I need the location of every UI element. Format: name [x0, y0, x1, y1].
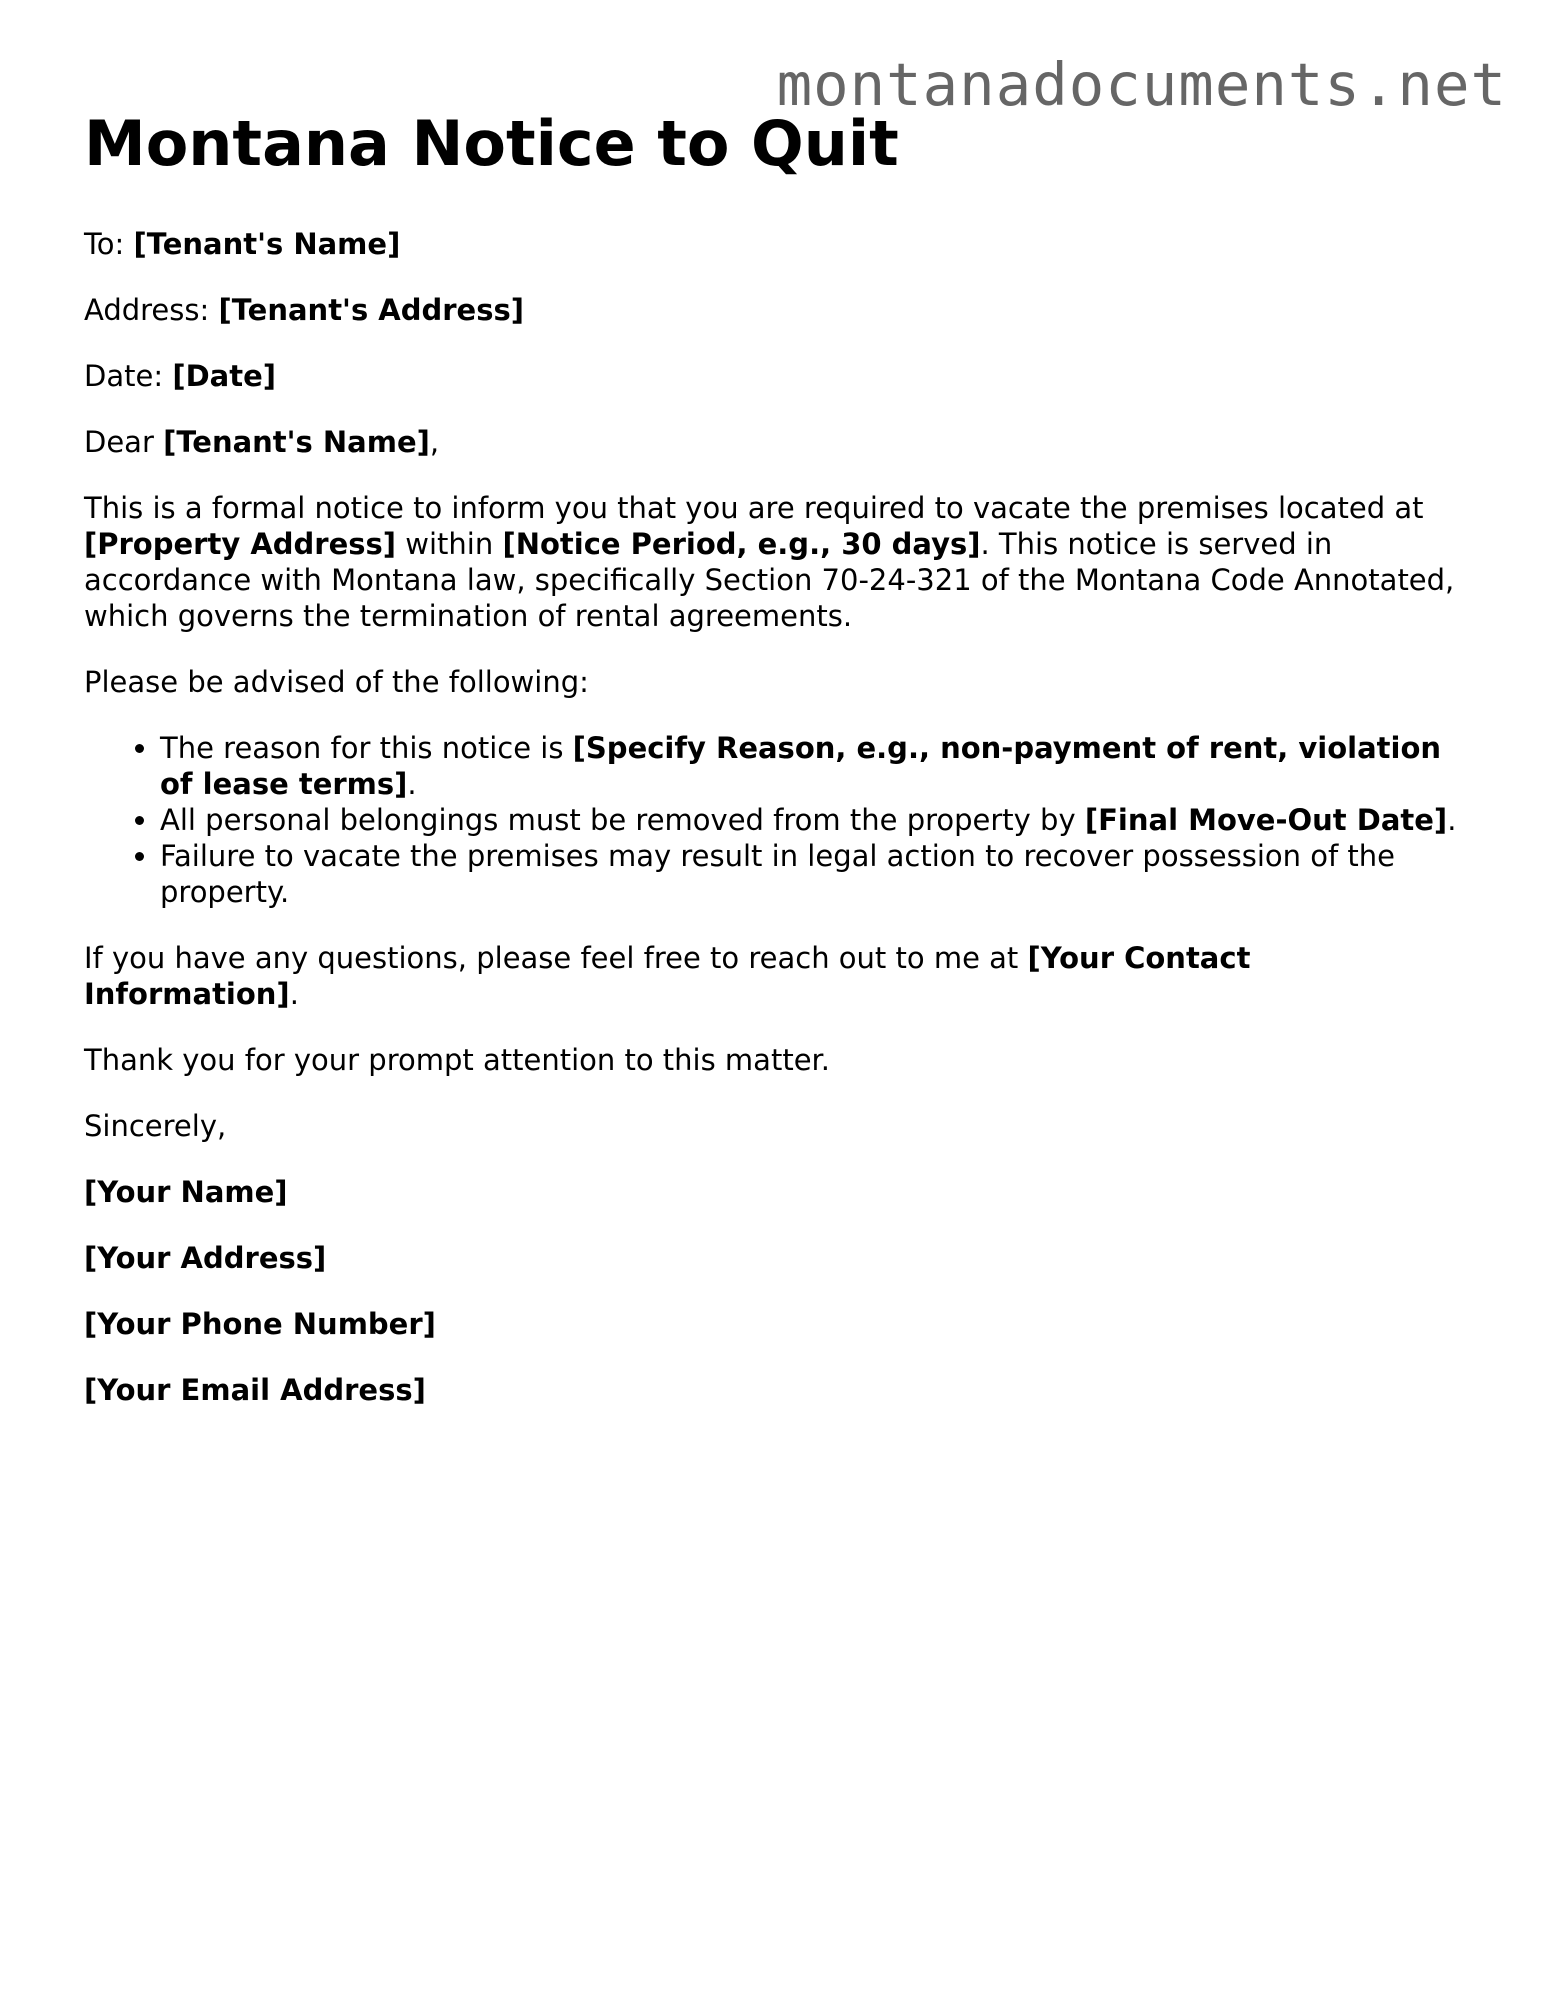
- questions-text: If you have any questions, please feel free to reach out to me at: [84, 941, 1028, 975]
- closing-line: Sincerely,: [84, 1109, 227, 1143]
- notice-list: [84, 730, 1464, 910]
- address-line: [84, 292, 1464, 328]
- document-page: [84, 106, 1464, 1438]
- contact-info-placeholder: [Your Contact Information]: [84, 941, 1251, 1011]
- intro-text-3: . This notice is served in accordance with Montana law, specifically Section 70-24-321 of the Montana Code Annotated, which governs the termination of rental agreements.: [84, 527, 1455, 633]
- intro-text-2: within: [396, 527, 503, 561]
- address-value: [Tenant's Address]: [218, 293, 525, 327]
- to-value: [Tenant's Name]: [133, 227, 401, 261]
- page-title: Montana Notice to Quit: [84, 107, 899, 180]
- move-out-date-placeholder: [Final Move-Out Date]: [1084, 803, 1448, 837]
- bullet-3-text: Failure to vacate the premises may result in legal action to recover possession of the property.: [160, 839, 1396, 909]
- list-item: [160, 730, 1464, 802]
- advised-line: Please be advised of the following:: [84, 665, 589, 699]
- list-item: [160, 802, 1464, 838]
- bullet-1-text: The reason for this notice is: [160, 731, 573, 765]
- notice-period-placeholder: [Notice Period, e.g., 30 days]: [502, 527, 981, 561]
- signature-address: [Your Address]: [84, 1241, 327, 1275]
- intro-paragraph: [84, 490, 1464, 634]
- date-value: [Date]: [172, 359, 276, 393]
- watermark: montanadocuments.net: [776, 50, 1507, 119]
- signature-block: [84, 1174, 1464, 1408]
- property-address-placeholder: [Property Address]: [84, 527, 397, 561]
- salutation: [84, 424, 1464, 460]
- intro-text-1: This is a formal notice to inform you that you are required to vacate the premises located at: [84, 491, 1424, 525]
- signature-phone: [Your Phone Number]: [84, 1307, 436, 1341]
- salutation-prefix: Dear: [84, 425, 164, 459]
- bullet-2-end: .: [1447, 803, 1457, 837]
- thanks-line: Thank you for your prompt attention to this matter.: [84, 1043, 831, 1077]
- reason-placeholder: [Specify Reason, e.g., non-payment of rent, violation of lease terms]: [160, 731, 1442, 801]
- questions-paragraph: [84, 940, 1464, 1012]
- list-item: [160, 838, 1464, 910]
- questions-end: .: [289, 977, 299, 1011]
- to-line: [84, 226, 1464, 262]
- date-line: [84, 358, 1464, 394]
- bullet-2-text: All personal belongings must be removed from the property by: [160, 803, 1085, 837]
- address-label: Address:: [84, 293, 219, 327]
- salutation-name: [Tenant's Name]: [163, 425, 430, 459]
- date-label: Date:: [84, 359, 173, 393]
- bullet-1-end: .: [407, 767, 417, 801]
- salutation-suffix: ,: [429, 425, 440, 459]
- to-label: To:: [84, 227, 134, 261]
- signature-name: [Your Name]: [84, 1175, 288, 1209]
- signature-email: [Your Email Address]: [84, 1373, 426, 1407]
